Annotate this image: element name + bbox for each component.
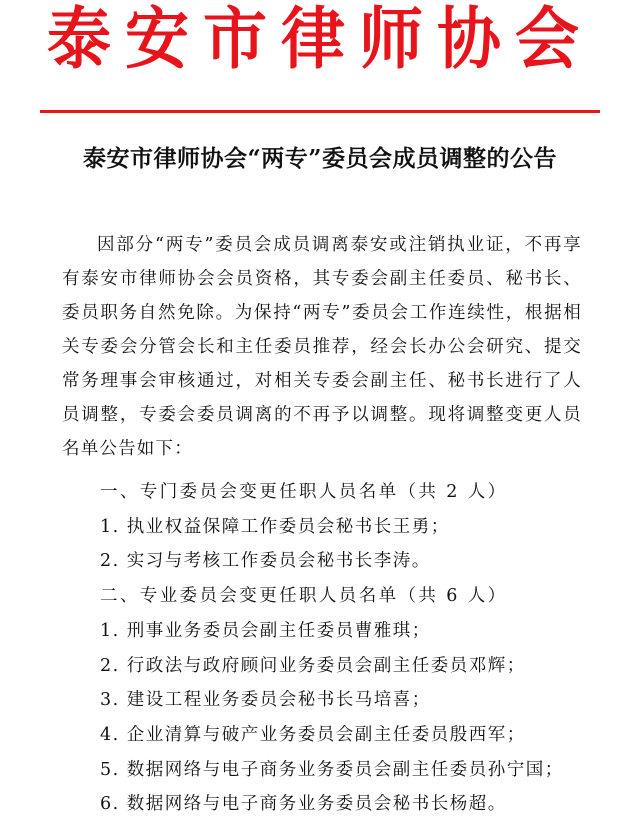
list-item: 1. 刑事业务委员会副主任委员曹雅琪； bbox=[100, 621, 431, 641]
list-item: 2. 行政法与政府顾问业务委员会副主任委员邓辉； bbox=[100, 656, 526, 676]
section-heading-professional: 二、专业委员会变更任职人员名单（共 6 人） bbox=[100, 586, 508, 606]
list-item: 3. 建设工程业务委员会秘书长马培喜； bbox=[100, 690, 431, 710]
list-item: 5. 数据网络与电子商务业务委员会副主任委员孙宁国； bbox=[100, 760, 564, 780]
list-item: 1. 执业权益保障工作委员会秘书长王勇； bbox=[100, 517, 450, 537]
document-title: 泰安市律师协会“两专”委员会成员调整的公告 bbox=[83, 145, 557, 172]
masthead bbox=[0, 0, 640, 80]
section-heading-committees: 一、专门委员会变更任职人员名单（共 2 人） bbox=[100, 482, 508, 502]
list-item: 6. 数据网络与电子商务业务委员会秘书长杨超。 bbox=[100, 794, 507, 814]
masthead-org-name: 泰安市律师协会 bbox=[47, 0, 593, 79]
red-divider-line bbox=[40, 110, 600, 113]
intro-paragraph: 因部分“两专”委员会成员调离泰安或注销执业证，不再享有泰安市律师协会会员资格，其专委会副主任委员、秘书长、委员职务自然免除。为保持“两专”委员会工作连续性，根据相关专委会分管会长和主任委员推荐，经会长办公会研究、提交常务理事会审核通过，对相关专委会副主任、秘书长进行了人员调整，专委会委员调离的不再予以调整。现将调整变更人员名单公告如下： bbox=[62, 235, 582, 459]
list-item: 2. 实习与考核工作委员会秘书长李涛。 bbox=[100, 551, 431, 571]
list-item: 4. 企业清算与破产业务委员会副主任委员殷西军； bbox=[100, 725, 526, 745]
